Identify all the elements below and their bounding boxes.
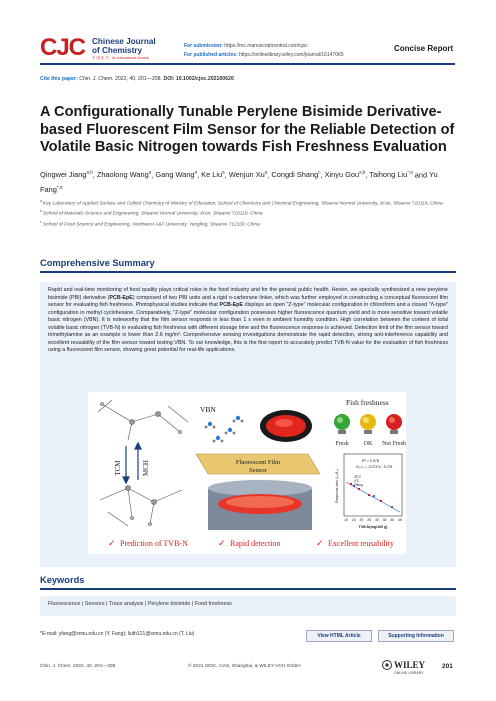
switch-arrows <box>123 443 141 483</box>
author-name: Gang Wang$^a$ <box>155 170 198 180</box>
label-tcm: TCM <box>114 460 122 476</box>
label-equation: I/I₀-I₀ = -0.0737x - 5.278 <box>356 465 393 469</box>
svg-text:WILEY: WILEY <box>394 660 426 670</box>
author-name: Taihong Liu$^{*,a}$ <box>369 170 413 180</box>
label-not-fresh: Not Fresh <box>382 441 406 447</box>
published-link[interactable]: https://onlinelibrary.wiley.com/journal/16147065 <box>239 52 344 58</box>
footer-copyright: © 2021 SIOC, CAS, Shanghai, & WILEY-VCH GmbH <box>188 664 301 669</box>
summary-divider <box>40 271 456 273</box>
affiliation-item: $^c$ School of Food Science and Engineering, Northwest A&F University, Yangling, Shaanxi 712100, China <box>40 219 260 228</box>
label-mch: MCH <box>142 460 150 476</box>
affiliation-item: $^a$ Key Laboratory of Applied Surface and Colloid Chemistry of Ministry of Education, School of Chemistry and Chemical Engineering, Shaanxi Normal University, Xi'an, Shaanxi 710119, China <box>40 199 443 207</box>
footer-citation: Chin. J. Chem. 2022, 40, 201—208 <box>40 664 116 669</box>
affiliation-list <box>40 198 460 229</box>
author-name: Qingwei Jiang$^{a,b}$ <box>40 170 93 180</box>
svg-text:Rapid detection: Rapid detection <box>230 539 281 548</box>
svg-text:ONLINE LIBRARY: ONLINE LIBRARY <box>394 671 424 675</box>
bulb-fresh <box>334 414 350 434</box>
author-name: Wenjun Xu$^a$ <box>228 170 268 180</box>
view-html-button[interactable]: View HTML Article <box>306 630 372 642</box>
submission-links: For submission: https://mc.manuscriptcentral.com/cjoc For published articles: https://onlinelibrary.wiley.com/journal/16147065 <box>184 43 344 58</box>
freshness-panel <box>334 398 406 529</box>
caption-rapid <box>218 539 280 549</box>
plot-xlabel: TVB-N(mg/100 g) <box>358 525 388 529</box>
plot-xtick: 15 <box>351 518 356 522</box>
sensor-panel <box>196 405 320 530</box>
label-film-sensor-1: Fluorescent Film <box>235 459 281 466</box>
author-name: Ke Liu$^a$ <box>201 170 225 180</box>
journal-subtitle: 中 国 化 学 · An international Journal <box>92 56 149 60</box>
supporting-info-button[interactable]: Supporting Information <box>378 630 454 642</box>
svg-text:Fitting: Fitting <box>354 483 363 487</box>
label-fish-freshness: Fish freshness <box>346 398 389 407</box>
label-fresh: Fresh <box>335 441 349 447</box>
doi-link[interactable]: DOI: 10.1002/cjoc.202100626 <box>163 76 234 82</box>
author-list: Qingwei Jiang$^{a,b}$, Zhaolong Wang$^a$, Gang Wang$^a$, Ke Liu$^a$, Wenjun Xu$^a$, Congdi Shang$^c$, Xinyu Gou$^{a,b}$, Taihong Liu$^{*,a}$ and Yu Fang$^{*,a}$ <box>40 170 438 194</box>
summary-heading: Comprehensive Summary <box>40 258 155 268</box>
plot-xtick: 35 <box>382 518 387 522</box>
svg-text:4°C: 4°C <box>354 479 360 483</box>
author-name: Xinyu Gou$^{a,b}$ <box>324 170 366 180</box>
plot-xtick: 20 <box>359 518 364 522</box>
label-vbn: VBN <box>200 405 216 414</box>
page-header <box>0 0 496 62</box>
caption-reusability <box>316 539 394 549</box>
author-name: Zhaolong Wang$^a$ <box>96 170 152 180</box>
plot-xtick: 30 <box>374 518 379 522</box>
caption-prediction <box>108 539 188 549</box>
author-name: Yu Fang$^{*,a}$ <box>40 170 438 194</box>
summary-text: Rapid and real-time monitoring of food quality plays critical roles in the food industry and for the general public health. Herein, we specially synthesized a new perylene bisimide (PBI) derivative (PCB-EpE) composed of two PBI units and a rigid o-carborane linker, which was further employed in constructing a conceptual fluorescent film sensor for evaluating fish freshness. Photophysical studies indicate that PCB-EpE displays an open "Z-type" molecular configuration in chloroform and a closed "Λ-type" configuration in methyl cyclohexane. Comparatively, "Z-type" molecular configuration possesses higher fluorescence quantum yield and is more sensitive toward volatile basic nitrogen (VBN). It is noteworthy that the film sensor responds in less than 1 s even in ambient humidity condition. High correlation between the content of total volatile basic nitrogen (TVB-N) in evaluating fish freshness with different storage time and the fluorescence response is achieved. Detection limit of the film sensor toward trimethylamine as an example is lower than 2.6 mg/m³. Comprehensive sensing investigations demonstrate the rapid detection, strong anti-interference capability and excellent reusability of the film sensor toward testing VBN. To our knowledge, this is the first report to accurately predict TVB-N value for the evaluation of fish freshness using a fluorescent film sensor, showing great potential for real-life applications. <box>48 287 448 354</box>
svg-text:Prediction of TVB-N: Prediction of TVB-N <box>120 539 188 548</box>
molecule-panel <box>98 400 188 526</box>
label-r2: R² = 0.978 <box>362 459 379 463</box>
keywords-divider <box>40 588 456 590</box>
header-divider <box>40 63 455 65</box>
plot-xtick: 10 <box>344 518 348 522</box>
plot-xtick: 45 <box>398 518 402 522</box>
vbn-molecules <box>205 416 244 443</box>
molecule-z-type <box>98 400 188 440</box>
label-film-sensor-2: Sensor <box>249 467 267 474</box>
toc-graphic <box>88 392 406 554</box>
bulb-ok <box>360 414 376 434</box>
plot-ylabel: Response ratio (I₀-I/I₀) <box>335 469 339 503</box>
plot-xticks <box>344 518 402 522</box>
keywords-list: Fluorescence | Sensors | Trace analysis | Perylene bisimide | Food freshness <box>48 601 232 607</box>
author-name: Congdi Shang$^c$ <box>271 170 321 180</box>
bulb-not-fresh <box>386 414 402 434</box>
page-number: 201 <box>442 663 453 670</box>
svg-text:Excellent reusability: Excellent reusability <box>328 539 394 548</box>
plot-xtick: 25 <box>367 518 372 522</box>
logo-mark: CJC <box>40 34 86 61</box>
citation-line: Cite this paper: Chin. J. Chem. 2022, 40, 201—208. DOI: 10.1002/cjoc.202100626 <box>40 76 234 82</box>
article-title: A Configurationally Tunable Perylene Bisimide Derivative-based Fluorescent Film Sensor for the Reliable Detection of Volatile Basic Nitrogen towards Fish Freshness Evaluation <box>40 104 455 155</box>
affiliation-item: $^b$ School of Materials Science and Engineering, Shaanxi Normal University, Xi'an, Shaanxi 710119, China <box>40 209 263 217</box>
keywords-heading: Keywords <box>40 575 85 585</box>
journal-name: Chinese Journal of Chemistry <box>92 37 156 55</box>
submission-link[interactable]: https://mc.manuscriptcentral.com/cjoc <box>224 43 308 49</box>
wiley-logo <box>381 658 441 676</box>
regression-plot-frame <box>344 454 402 516</box>
svg-text:✓: ✓ <box>108 539 116 549</box>
article-type: Concise Report <box>394 44 454 53</box>
plot-xtick: 40 <box>390 518 395 522</box>
corresponding-email[interactable]: *E-mail: yfang@snnu.edu.cn (Y. Fang); liuth121@snnu.edu.cn (T. Liu) <box>40 631 195 637</box>
journal-logo[interactable] <box>40 35 180 61</box>
label-ok: OK <box>363 441 373 447</box>
svg-text:✓: ✓ <box>218 539 226 549</box>
svg-text:25°C: 25°C <box>354 475 362 479</box>
molecule-lambda-type <box>100 486 182 527</box>
svg-text:✓: ✓ <box>316 539 324 549</box>
